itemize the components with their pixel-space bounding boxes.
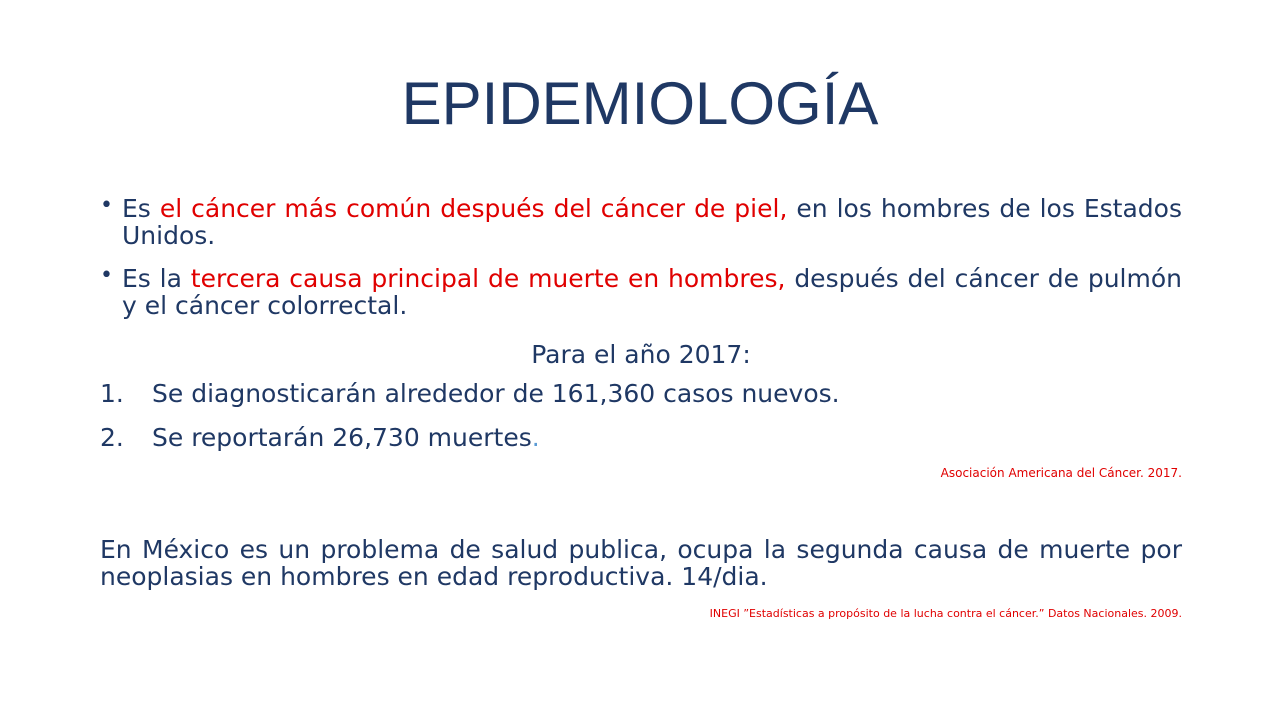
- bullet-item: [100, 195, 1182, 249]
- bullet-text-pre: Es: [122, 194, 160, 223]
- reference-citation: Asociación Americana del Cáncer. 2017.: [940, 466, 1182, 480]
- bullet-text-highlight: tercera causa principal de muerte en hombres,: [190, 264, 786, 293]
- mexico-paragraph: En México es un problema de salud publica, ocupa la segunda causa de muerte por neoplasias en hombres en edad reproductiva. 14/dia.: [100, 535, 1182, 591]
- numbered-item: [100, 424, 1182, 451]
- item-tail: .: [531, 423, 540, 452]
- item-text: Se reportarán 26,730 muertes: [152, 423, 532, 452]
- numbered-item: [100, 380, 1182, 407]
- bullet-dot-icon: •: [100, 193, 113, 218]
- bullet-text-pre: Es la: [122, 264, 191, 293]
- item-number: 2.: [100, 423, 124, 452]
- bullet-dot-icon: •: [100, 263, 113, 288]
- bullet-text-post: después del cáncer de pulmón y el cáncer colorrectal.: [122, 264, 1182, 320]
- subheading: Para el año 2017:: [531, 340, 751, 369]
- bullet-text-post: en los hombres de los Estados Unidos.: [122, 194, 1182, 250]
- item-text: Se diagnosticarán alrededor de 161,360 casos nuevos.: [152, 379, 840, 408]
- bullet-text-highlight: el cáncer más común después del cáncer de piel,: [159, 194, 788, 223]
- slide-title: EPIDEMIOLOGÍA: [401, 70, 879, 137]
- bullet-item: [100, 265, 1182, 319]
- item-number: 1.: [100, 379, 124, 408]
- reference-citation: INEGI ”Estadísticas a propósito de la lucha contra el cáncer.” Datos Nacionales. 2009.: [709, 607, 1182, 620]
- bullet-list: [100, 195, 1182, 319]
